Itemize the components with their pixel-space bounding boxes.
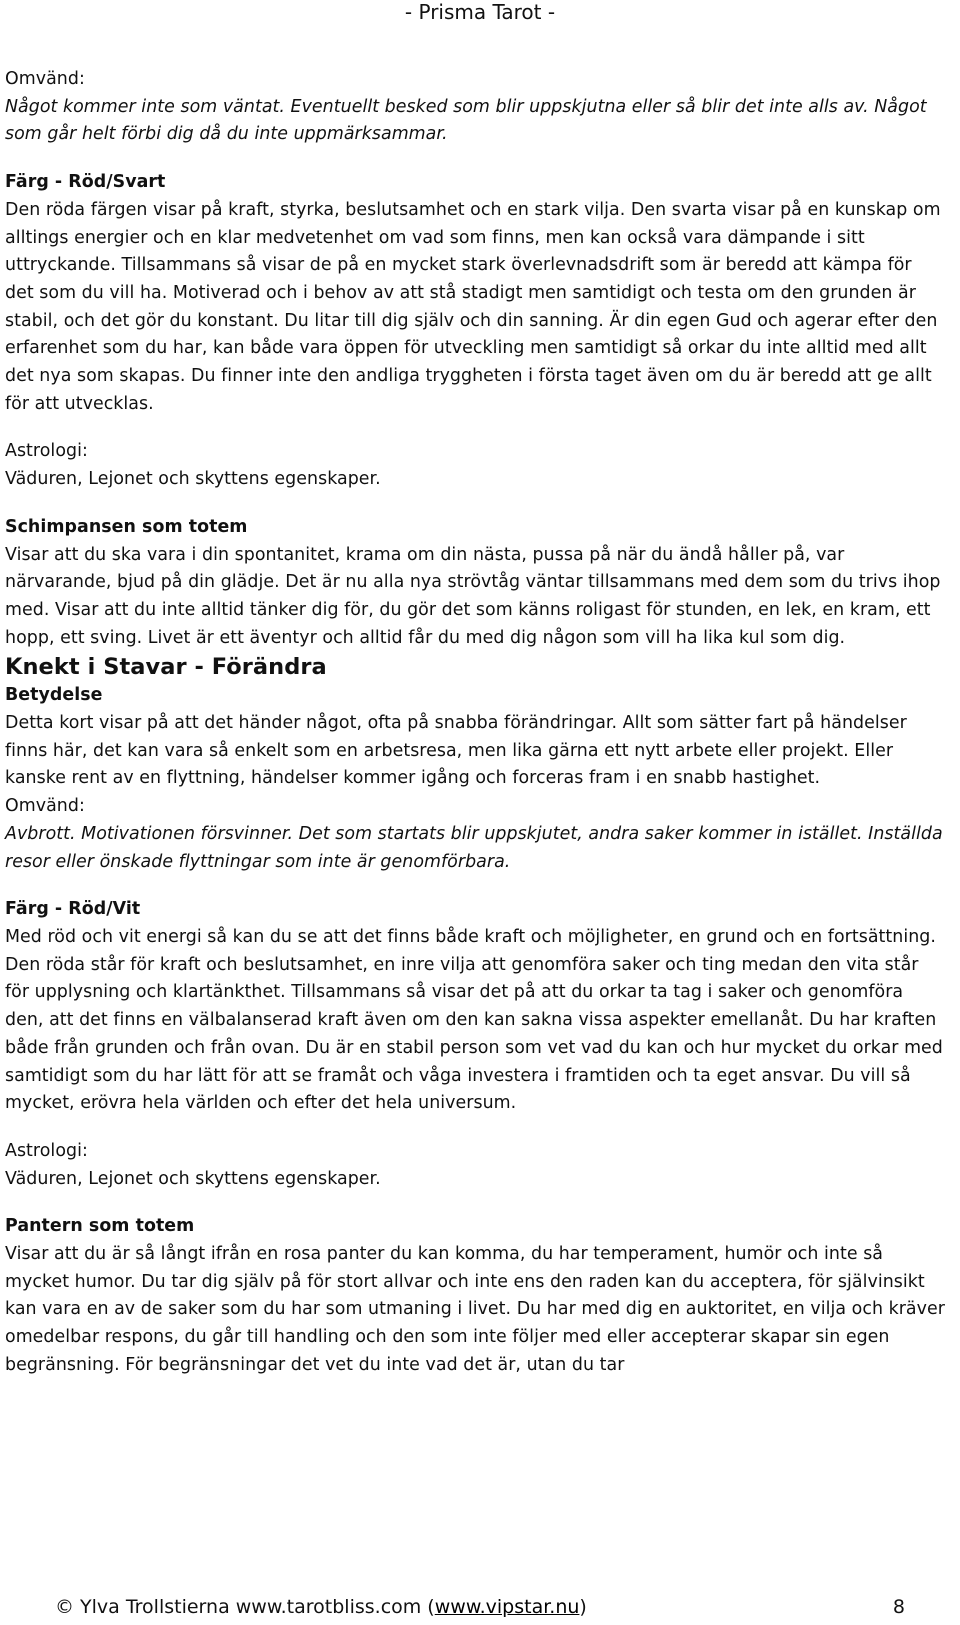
color-text: Den röda färgen visar på kraft, styrka, beslutsamhet och en stark vilja. Den svarta visar på en kunskap om alltings energier och en klar medvetenhet om vad som finns, men kan också vara dämpande i sitt uttryckande. Tillsammans så visar de på en mycket stark överlevnadsdrift som är beredd att kämpa för det som du vill ha. Motiverad och i behov av att stå stadigt men samtidigt och testa om den grunden är stabil, och det gör du konstant. Du litar till dig själv och din sanning. Är din egen Gud och agerar efter den erfarenhet som du har, kan både vara öppen för utveckling men samtidigt så orkar du inte alltid med allt det nya som skapas. Du finner inte den andliga tryggheten i första taget även om du är beredd att ge allt för att utvecklas. bbox=[5, 199, 941, 414]
meaning-heading: Betydelse bbox=[5, 685, 103, 706]
totem-heading: Schimpansen som totem bbox=[5, 516, 248, 537]
footer-link[interactable]: www.vipstar.nu bbox=[434, 1596, 580, 1618]
footer-credit: © Ylva Trollstierna www.tarotbliss.com ( bbox=[55, 1596, 435, 1618]
astrology-text: Väduren, Lejonet och skyttens egenskaper. bbox=[5, 469, 381, 490]
page-footer bbox=[55, 1595, 905, 1619]
meaning-text: Detta kort visar på att det händer något, ofta på snabba förändringar. Allt som sätter fart på händelser finns här, det kan vara så enkelt som en arbetsresa, men lika gärna ett nytt arbete eller projekt. Eller kanske rent av en flyttning, händelser kommer igång och forceras fram i en snabb hastighet. bbox=[5, 713, 907, 789]
astrology-text-2: Väduren, Lejonet och skyttens egenskaper. bbox=[5, 1168, 381, 1189]
footer-close-paren: ) bbox=[579, 1596, 587, 1618]
omvand-text: Något kommer inte som väntat. Eventuellt besked som blir uppskjutna eller så blir det inte alls av. Något som går helt förbi dig då du inte uppmärksammar. bbox=[5, 96, 927, 145]
document-body bbox=[5, 66, 945, 1380]
color-heading: Färg - Röd/Svart bbox=[5, 172, 166, 193]
page-header bbox=[0, 0, 960, 25]
reversed-text: Avbrott. Motivationen försvinner. Det som startats blir uppskjutet, andra saker kommer in istället. Inställda resor eller önskade flyttningar som inte är genomförbara. bbox=[5, 823, 943, 872]
totem-heading-2: Pantern som totem bbox=[5, 1216, 195, 1237]
astrology-label: Astrologi: bbox=[5, 441, 88, 462]
color-heading-2: Färg - Röd/Vit bbox=[5, 899, 141, 920]
omvand-label: Omvänd: bbox=[5, 69, 85, 89]
color-text-2: Med röd och vit energi så kan du se att det finns både kraft och möjligheter, en grund och en fortsättning. Den röda står för kraft och beslutsamhet, en inre vilja att genomföra saker och ting medan den vita står för upplysning och klartänkthet. Tillsammans så visar det på att du orkar ta tag i saker och genomföra den, att det finns en välbalanserad kraft även om den kan sakna vissa aspekter emellanåt. Du har kraften både från grunden och från ovan. Du är en stabil person som vet vad du kan och hur mycket du orkar med samtidigt som du har lätt för att se framåt och våga investera i framtiden och ta eget ansvar. Du vill så mycket, erövra hela världen och efter det hela universum. bbox=[5, 926, 943, 1114]
astrology-label-2: Astrologi: bbox=[5, 1140, 88, 1161]
page-number: 8 bbox=[892, 1596, 905, 1618]
card-title: Knekt i Stavar - Förändra bbox=[5, 654, 327, 681]
header-title: - Prisma Tarot - bbox=[404, 0, 556, 24]
reversed-label: Omvänd: bbox=[5, 796, 85, 817]
totem-text-2: Visar att du är så långt ifrån en rosa panter du kan komma, du har temperament, humör och inte så mycket humor. Du tar dig själv på för stort allvar och inte ens den raden kan du acceptera, för självinsikt kan vara en av de saker som du har som utmaning i livet. Du har med dig en auktoritet, en vilja och kräver omedelbar respons, du går till handling och den som inte följer med eller accepterar skapar sin egen begränsning. För begränsningar det vet du inte vad det är, utan du tar bbox=[5, 1244, 945, 1375]
totem-text: Visar att du ska vara i din spontanitet, krama om din nästa, pussa på när du ändå håller på, var närvarande, bjud på din glädje. Det är nu alla nya strövtåg väntar tillsammans med dem som du trivs ihop med. Visar att du inte alltid tänker dig för, du gör det som känns roligast för stunden, en lek, en kram, ett hopp, ett sving. Livet är ett äventyr och alltid får du med dig någon som vill ha lika kul som dig. bbox=[5, 544, 941, 648]
